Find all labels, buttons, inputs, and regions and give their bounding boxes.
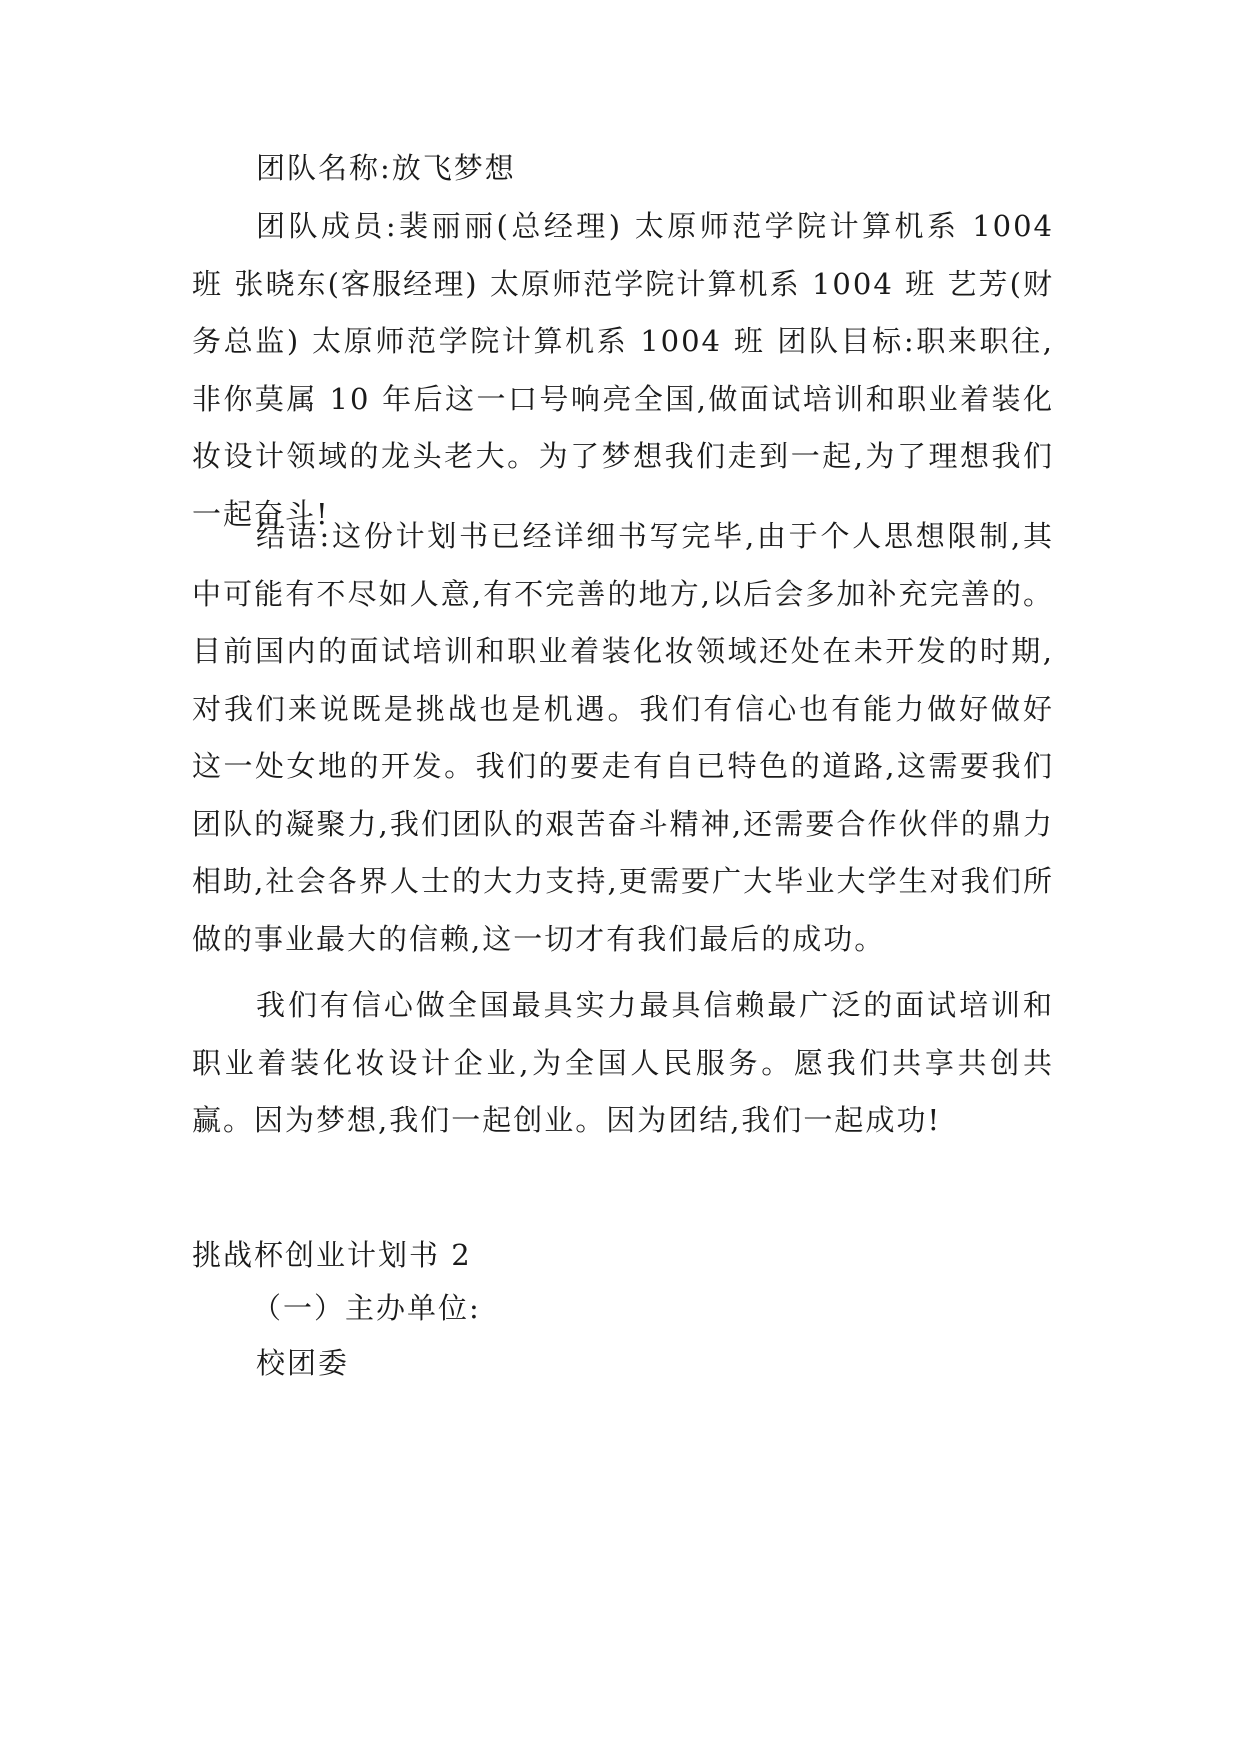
conclusion-paragraph: 结语:这份计划书已经详细书写完毕,由于个人思想限制,其中可能有不尽如人意,有不完善的地方,以后会多加补充完善的。目前国内的面试培训和职业着装化妆领域还处在未开发的时期,对我们来说既是挑战也是机遇。我们有信心也有能力做好做好这一处女地的开发。我们的要走有自已特色的道路,这需要我们团队的凝聚力,我们团队的艰苦奋斗精神,还需要合作伙伴的鼎力相助,社会各界人士的大力支持,更需要广大毕业大学生对我们所做的事业最大的信赖,这一切才有我们最后的成功。 xyxy=(192,519,1054,956)
section-title: 挑战杯创业计划书 2 xyxy=(192,1238,472,1272)
closing-paragraph: 我们有信心做全国最具实力最具信赖最广泛的面试培训和职业着装化妆设计企业,为全国人民服务。愿我们共享共创共赢。因为梦想,我们一起创业。因为团结,我们一起成功! xyxy=(192,988,1054,1137)
organizer-text: 校团委 xyxy=(256,1346,350,1380)
team-members-paragraph: 团队成员:裴丽丽(总经理) 太原师范学院计算机系 1004 班 张晓东(客服经理) 太原师范学院计算机系 1004 班 艺芳(财务总监) 太原师范学院计算机系 1004 班 团队目标:职来职往,非你莫属 10 年后这一口号响亮全国,做面试培训和职业着装化妆设计领域的龙头老大。为了梦想我们走到一起,为了理想我们一起奋斗! xyxy=(192,209,1054,531)
section-subheading: （一）主办单位: xyxy=(252,1291,481,1325)
team-name-paragraph: 团队名称:放飞梦想 xyxy=(256,151,516,185)
